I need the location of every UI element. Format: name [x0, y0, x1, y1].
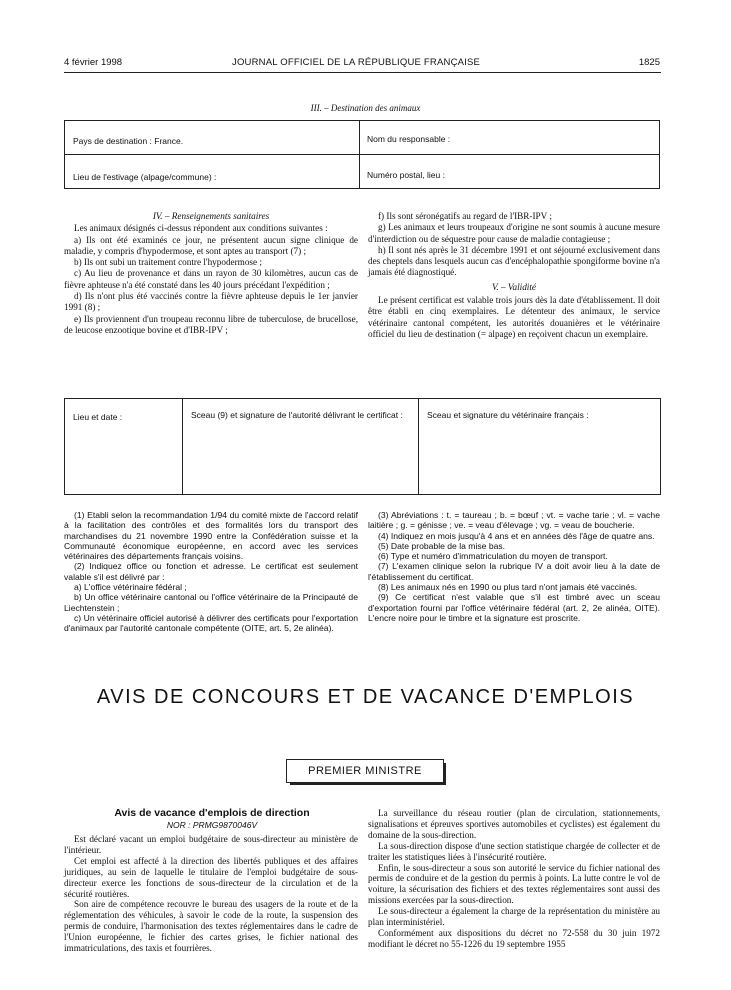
- health-item: g) Les animaux et leurs troupeaux d'origine ne sont soumis à aucune mesure d'interdiction ou de séquestre pour cause de maladie contagieuse ;: [368, 222, 660, 244]
- section-3-title: III. – Destination des animaux: [310, 103, 421, 113]
- footnote: c) Un vétérinaire officiel autorisé à délivrer des certificats pour l'exportation d'animaux par l'autorité cantonale compétente (OITE, art. 5, 2e alinéa).: [64, 612, 358, 634]
- health-item: e) Ils proviennent d'un troupeau reconnu libre de tuberculose, de brucellose, de leucose enzootique bovine et d'IBR-IPV ;: [64, 313, 358, 335]
- avis-right-column: [368, 808, 660, 950]
- footnote: b) Un office vétérinaire cantonal ou l'office vétérinaire de la Principauté de Liechtenstein ;: [64, 592, 358, 613]
- footnote: (6) Type et numéro d'immatriculation du moyen de transport.: [378, 551, 608, 562]
- footnote: (4) Indiquez en mois jusqu'à 4 ans et en années dès l'âge de quatre ans.: [378, 530, 655, 541]
- header-page-number: 1825: [638, 57, 660, 68]
- footnote: (8) Les animaux nés en 1990 ou plus tard n'ont jamais été vaccinés.: [378, 582, 638, 593]
- field-lieu-date: Lieu et date :: [73, 412, 123, 422]
- field-nom-responsable: Nom du responsable :: [367, 134, 451, 144]
- signature-table: [64, 398, 661, 495]
- table-divider: [418, 399, 419, 494]
- avis-paragraph: Enfin, le sous-directeur a sous son autorité le service du fichier national des permis de conduire et de la gestion du permis à points. La lutte contre le vol de voiture, la sécurisation des fichiers et des textes réglementaires sont aussi des missions exercées par la sous-direction.: [368, 862, 660, 906]
- footnote: (2) Indiquez office ou fonction et adresse. Le certificat est seulement valable s'il est délivré par :: [64, 561, 358, 582]
- header-rule: [64, 72, 661, 73]
- section-4-right-column: [368, 211, 660, 340]
- footnotes-left: [64, 510, 358, 634]
- field-numero-postal: Numéro postal, lieu :: [367, 170, 445, 180]
- box-shadow: [290, 763, 446, 785]
- table-divider: [65, 154, 659, 155]
- footnote: (3) Abréviations : t. = taureau ; b. = bœuf ; vt. = vache tarie ; vl. = vache laitière ; g. = génisse ; ve. = veau d'élevage ; vg. = veau de boucherie.: [368, 510, 660, 531]
- destination-table: [64, 120, 660, 189]
- avis-paragraph: La surveillance du réseau routier (plan de circulation, stationnements, signalisations et épreuves sportives automobiles et cyclistes) est également du domaine de la sous-direction.: [368, 808, 660, 840]
- footnote: a) L'office vétérinaire fédéral ;: [74, 582, 187, 593]
- health-item: h) Il sont nés après le 31 décembre 1991 et ont séjourné exclusivement dans des cheptels dans lesquels aucun cas d'encéphalopathie spongiforme bovine n'a jamais été diagnostiqué.: [368, 244, 660, 278]
- table-divider: [182, 399, 183, 494]
- avis-left-column: [64, 834, 358, 954]
- section-4-title: IV. – Renseignements sanitaires: [152, 211, 270, 221]
- nor-reference: NOR : PRMG9870046V: [166, 820, 258, 830]
- page-header: [64, 57, 660, 69]
- section-5-title: V. – Validité: [492, 281, 536, 292]
- avis-paragraph: Est déclaré vacant un emploi budgétaire de sous-directeur au ministère de l'intérieur.: [64, 834, 358, 855]
- section-4-left-column: [64, 211, 358, 336]
- field-pays-destination: Pays de destination : France.: [73, 136, 184, 146]
- avis-paragraph: La sous-direction dispose d'une section statistique chargée de collecter et de traiter les statistiques liées à l'insécurité routière.: [368, 840, 660, 862]
- health-item: d) Ils n'ont plus été vaccinés contre la fièvre aphteuse depuis le 1er janvier 1991 (8) ;: [64, 291, 358, 313]
- footnote: (1) Etabli selon la recommandation 1/94 du comité mixte de l'accord relatif à la facilitation des contrôles et des formalités lors du transport des marchandises du 21 novembre 1990 entre la Confédération suisse et la Communauté économique européenne, en accord avec les services vétérinaires des départements français voisins.: [64, 510, 358, 562]
- field-lieu-estivage: Lieu de l'estivage (alpage/commune) :: [73, 172, 217, 182]
- avis-paragraph: Son aire de compétence recouvre le bureau des usagers de la route et de la réglementation des véhicules, à savoir le code de la route, la suspension des permis de conduire, l'harmonisation des textes réglementaires dans le cadre de l'Union européenne, le fichier des cartes grises, le fichier national des immatriculations, des taxis et fourrières.: [64, 899, 358, 954]
- health-item: c) Au lieu de provenance et dans un rayon de 30 kilomètres, aucun cas de fièvre aphteuse n'a été constaté dans les 40 jours précédant l'expédition ;: [64, 268, 358, 290]
- health-item: f) Ils sont séronégatifs au regard de l'IBR-IPV ;: [378, 211, 552, 221]
- field-sceau-autorite: Sceau (9) et signature de l'autorité délivrant le certificat :: [191, 410, 403, 420]
- footnote: (9) Ce certificat n'est valable que s'il est timbré avec un sceau d'exportation fourni par l'office vétérinaire fédéral (art. 2, 2e alinéa, OITE). L'encre noire pour le timbre et la signature est proscrite.: [368, 592, 660, 623]
- health-item: b) Ils ont subi un traitement contre l'hypodermose ;: [74, 257, 262, 268]
- avis-paragraph: Cet emploi est affecté à la direction des libertés publiques et des affaires juridiques, au sein de laquelle le titulaire de l'emploi budgétaire de sous-directeur exerce les fonctions de sous-directeur de la circulation et de la sécurité routières.: [64, 855, 358, 899]
- avis-paragraph: Conformément aux dispositions du décret no 72-558 du 30 juin 1972 modifiant le décret no 55-1226 du 19 septembre 1955: [368, 927, 660, 949]
- header-date: 4 février 1998: [64, 57, 123, 68]
- avis-paragraph: Le sous-directeur a également la charge de la représentation du ministère au plan interministériel.: [368, 906, 660, 928]
- header-journal-title: JOURNAL OFFICIEL DE LA RÉPUBLIQUE FRANÇAISE: [232, 57, 481, 68]
- footnote: (7) L'examen clinique selon la rubrique IV a doit avoir lieu à la date de l'établissement du certificat.: [368, 561, 660, 582]
- section-5-text: Le présent certificat est valable trois jours dès la date d'établissement. Il doit être établi en cinq exemplaires. Le détenteur des animaux, le service vétérinaire cantonal compétent, les autorités douanières et le vétérinaire officiel du lieu de destination (= alpage) en reçoivent chacun un exemplaire.: [368, 295, 660, 339]
- health-item: a) Ils ont été examinés ce jour, ne présentent aucun signe clinique de maladie, y compris d'hypodermose, et sont aptes au transport (7) ;: [64, 234, 358, 256]
- footnote: (5) Date probable de la mise bas.: [378, 540, 506, 551]
- section-4-intro: Les animaux désignés ci-dessus répondent aux conditions suivantes :: [74, 223, 328, 234]
- avis-big-title: AVIS DE CONCOURS ET DE VACANCE D'EMPLOIS: [96, 686, 635, 708]
- footnotes-right: [368, 510, 660, 623]
- field-sceau-veterinaire: Sceau et signature du vétérinaire français :: [427, 410, 589, 420]
- ministry-label: PREMIER MINISTRE: [308, 765, 422, 777]
- avis-title: Avis de vacance d'emplois de direction: [114, 807, 310, 819]
- ministry-box: [286, 759, 444, 783]
